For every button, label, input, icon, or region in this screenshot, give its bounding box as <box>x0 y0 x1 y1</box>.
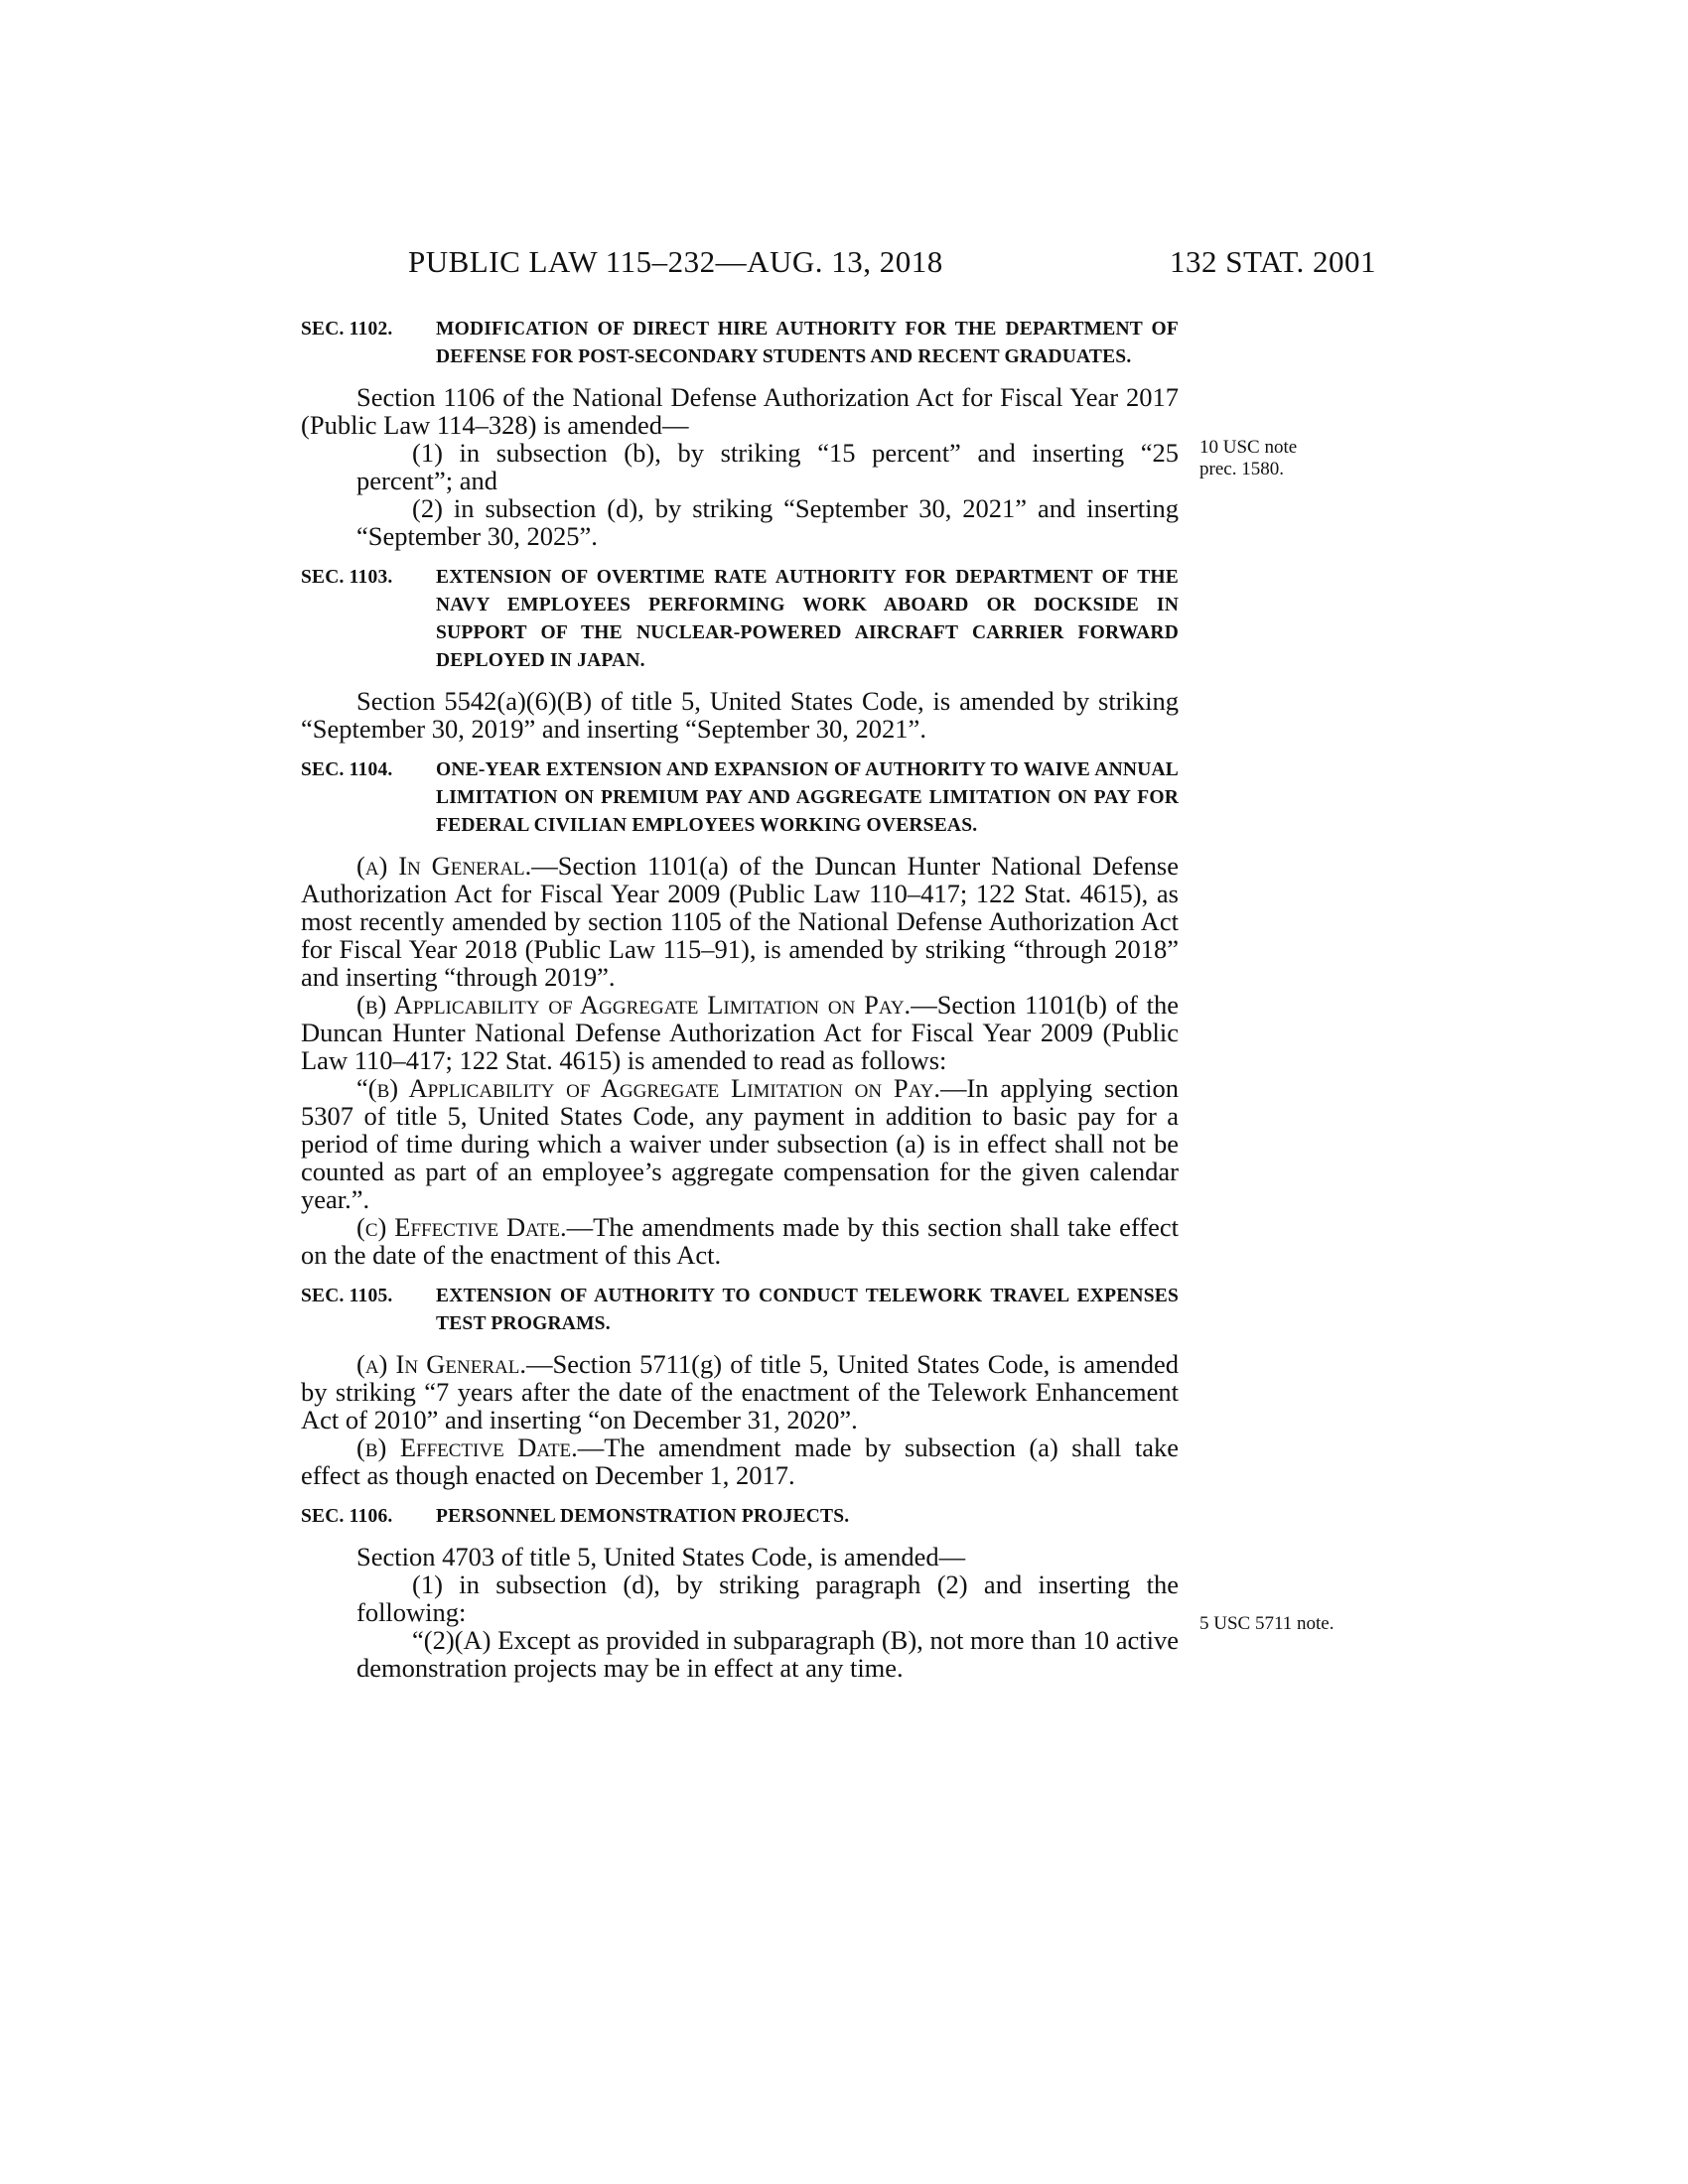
subsection-heading: (a) In General. <box>356 1349 526 1379</box>
subsection-heading: (b) Effective Date. <box>356 1433 578 1462</box>
section-1102-paragraph-2: (2) in subsection (d), by striking “September 30, 2021” and inserting “September 30, 2025”. <box>356 493 1179 551</box>
section-title: ONE-YEAR EXTENSION AND EXPANSION OF AUTHORITY TO WAIVE ANNUAL LIMITATION ON PREMIUM PAY AND AGGREGATE LIMITATION ON PAY FOR FEDERAL CIVILIAN EMPLOYEES WORKING OVERSEAS. <box>436 759 1179 836</box>
document-body <box>301 316 1179 1682</box>
section-1106-intro: Section 4703 of title 5, United States Code, is amended— <box>356 1542 966 1571</box>
running-head <box>298 244 1376 288</box>
section-1106-paragraph-1: (1) in subsection (d), by striking paragraph (2) and inserting the following: <box>356 1570 1179 1627</box>
statute-page-number: 132 STAT. 2001 <box>1169 244 1376 279</box>
section-heading-1105 <box>301 1283 1179 1338</box>
section-number: SEC. 1104. <box>301 759 393 780</box>
subsection-heading: “(b) Applicability of Aggregate Limitation on Pay. <box>356 1073 940 1103</box>
subsection-heading: (b) Applicability of Aggregate Limitation on Pay. <box>356 990 912 1020</box>
section-title: MODIFICATION OF DIRECT HIRE AUTHORITY FOR THE DEPARTMENT OF DEFENSE FOR POST-SECONDARY STUDENTS AND RECENT GRADUATES. <box>436 319 1179 367</box>
section-number: SEC. 1102. <box>301 319 393 340</box>
section-heading-1102 <box>301 316 1179 371</box>
section-1103-body: Section 5542(a)(6)(B) of title 5, United States Code, is amended by striking “September 30, 2019” and inserting “September 30, 2021”. <box>301 686 1179 744</box>
section-1104-subsection-a <box>301 852 1179 991</box>
section-number: SEC. 1106. <box>301 1506 393 1527</box>
section-heading-1103 <box>301 564 1179 675</box>
section-1106-paragraph-2: “(2)(A) Except as provided in subparagraph (B), not more than 10 active demonstration projects may be in effect at any time. <box>356 1625 1179 1683</box>
subsection-heading: (a) In General. <box>356 851 532 881</box>
section-1104-quoted-subsection-b <box>301 1074 1179 1213</box>
section-number: SEC. 1103. <box>301 567 393 588</box>
section-title: PERSONNEL DEMONSTRATION PROJECTS. <box>436 1506 850 1527</box>
section-1102-intro: Section 1106 of the National Defense Authorization Act for Fiscal Year 2017 (Public Law 114–328) is amended— <box>301 382 1179 440</box>
public-law-citation: PUBLIC LAW 115–232—AUG. 13, 2018 <box>408 244 943 279</box>
section-title: EXTENSION OF AUTHORITY TO CONDUCT TELEWORK TRAVEL EXPENSES TEST PROGRAMS. <box>436 1286 1179 1334</box>
subsection-text: —In applying section 5307 of title 5, United States Code, any payment in addition to basic pay for a period of time during which a waiver under subsection (a) is in effect shall not be counted as part of an employee’s aggregate compensation for the given calendar year.”. <box>301 1073 1180 1214</box>
section-number: SEC. 1105. <box>301 1286 393 1306</box>
subsection-text: —Section 1101(a) of the Duncan Hunter National Defense Authorization Act for Fiscal Year 2009 (Public Law 110–417; 122 Stat. 4615), as most recently amended by section 1105 of the National Defense Authorization Act for Fiscal Year 2018 (Public Law 115–91), is amended by striking “through 2018” and inserting “through 2019”. <box>301 851 1179 992</box>
subsection-text: —Section 5711(g) of title 5, United States Code, is amended by striking “7 years after the date of the enactment of the Telework Enhancement Act of 2010” and inserting “on December 31, 2020”. <box>301 1349 1179 1434</box>
section-1104-subsection-c <box>301 1213 1179 1269</box>
margin-note-1105: 5 USC 5711 note. <box>1199 1613 1335 1634</box>
section-1105-subsection-a <box>301 1350 1179 1433</box>
margin-note-1102: 10 USC note prec. 1580. <box>1199 437 1298 479</box>
section-1105-subsection-b <box>301 1433 1179 1489</box>
subsection-text: —The amendments made by this section shall take effect on the date of the enactment of this Act. <box>301 1212 1179 1270</box>
subsection-text: —Section 1101(b) of the Duncan Hunter National Defense Authorization Act for Fiscal Year 2009 (Public Law 110–417; 122 Stat. 4615) is amended to read as follows: <box>301 990 1179 1075</box>
section-1104-subsection-b <box>301 991 1179 1074</box>
section-title: EXTENSION OF OVERTIME RATE AUTHORITY FOR DEPARTMENT OF THE NAVY EMPLOYEES PERFORMING WORK ABOARD OR DOCKSIDE IN SUPPORT OF THE NUCLEAR-POWERED AIRCRAFT CARRIER FORWARD DEPLOYED IN JAPAN. <box>436 567 1179 671</box>
section-heading-1106 <box>301 1503 1179 1531</box>
subsection-text: —The amendment made by subsection (a) shall take effect as though enacted on December 1, 2017. <box>301 1433 1179 1490</box>
subsection-heading: (c) Effective Date. <box>356 1212 567 1242</box>
section-1102-paragraph-1: (1) in subsection (b), by striking “15 percent” and inserting “25 percent”; and <box>356 438 1179 495</box>
section-heading-1104 <box>301 756 1179 840</box>
